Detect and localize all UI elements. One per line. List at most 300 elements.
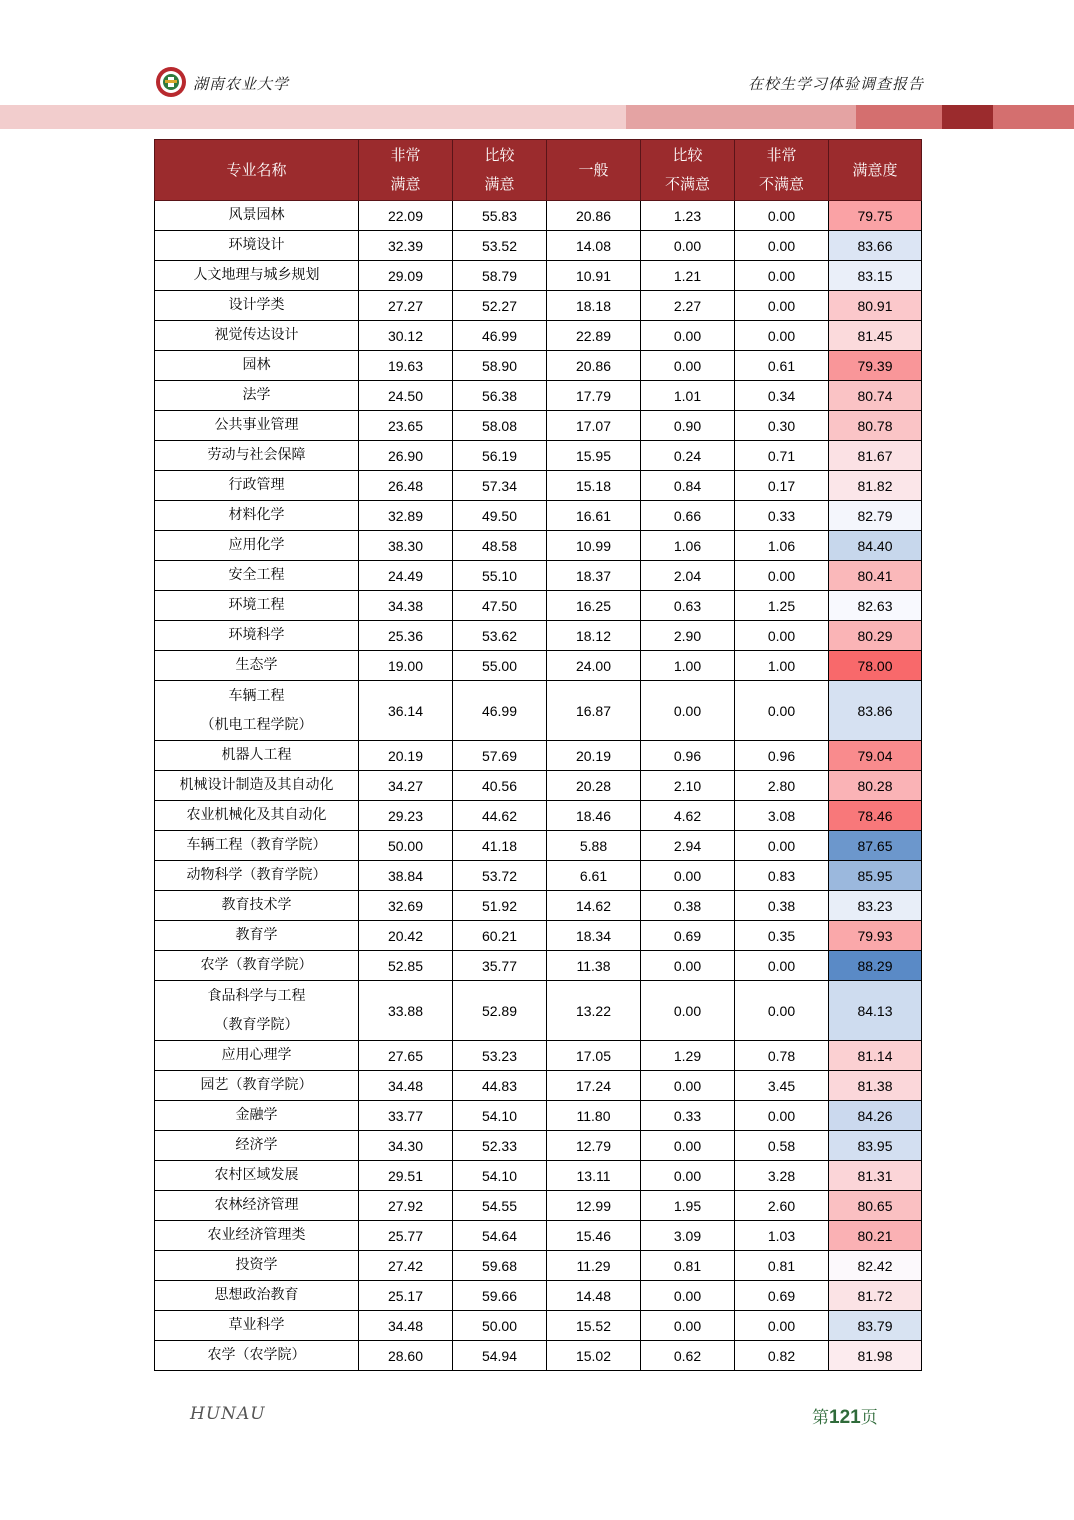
major-name: 思想政治教育: [214, 1287, 299, 1303]
value-cell: 3.28: [735, 1161, 829, 1191]
major-name: 食品科学与工程: [207, 987, 306, 1004]
value-cell: 1.06: [735, 531, 829, 561]
major-name-cell: [155, 1041, 359, 1071]
header-band: [0, 105, 626, 129]
value-cell: 0.00: [641, 1281, 735, 1311]
value-cell: 41.18: [453, 831, 547, 861]
table-row: [155, 951, 922, 981]
major-name: 金融学: [235, 1107, 278, 1123]
value-cell: 6.61: [547, 861, 641, 891]
major-name-cell: [155, 261, 359, 291]
value-cell: 46.99: [453, 681, 547, 741]
value-cell: 10.91: [547, 261, 641, 291]
value-cell: 53.23: [453, 1041, 547, 1071]
table-row: [155, 981, 922, 1041]
table-row: [155, 291, 922, 321]
major-name-cell: [155, 411, 359, 441]
major-name-cell: [155, 291, 359, 321]
value-cell: 46.99: [453, 321, 547, 351]
page-number-value: 121: [829, 1407, 861, 1428]
value-cell: 53.72: [453, 861, 547, 891]
value-cell: 0.00: [735, 321, 829, 351]
value-cell: 50.00: [453, 1311, 547, 1341]
value-cell: 55.83: [453, 201, 547, 231]
value-cell: 19.00: [359, 651, 453, 681]
satisfaction-score-cell: 79.93: [829, 921, 922, 951]
column-header-label: 一般: [578, 160, 609, 179]
value-cell: 1.03: [735, 1221, 829, 1251]
value-cell: 34.38: [359, 591, 453, 621]
major-name: 设计学类: [228, 297, 285, 313]
satisfaction-score-cell: 81.98: [829, 1341, 922, 1371]
major-name: 投资学: [235, 1257, 278, 1273]
value-cell: 0.96: [641, 741, 735, 771]
value-cell: 17.05: [547, 1041, 641, 1071]
major-name: 园林: [242, 357, 271, 373]
column-header: [453, 140, 547, 201]
major-name-cell: [155, 1191, 359, 1221]
satisfaction-score-cell: 80.78: [829, 411, 922, 441]
page-header: [0, 0, 1074, 132]
university-name: 湖南农业大学: [193, 75, 290, 93]
value-cell: 0.00: [735, 1101, 829, 1131]
table-row: [155, 741, 922, 771]
major-name-cell: [155, 1251, 359, 1281]
major-name: 材料化学: [228, 507, 285, 523]
major-name: 农学（教育学院）: [200, 957, 313, 973]
column-header-label: 满意: [390, 175, 421, 193]
table-row: [155, 1101, 922, 1131]
value-cell: 15.18: [547, 471, 641, 501]
satisfaction-score-cell: 83.79: [829, 1311, 922, 1341]
major-name-cell: [155, 951, 359, 981]
value-cell: 0.00: [641, 981, 735, 1041]
value-cell: 14.62: [547, 891, 641, 921]
table-row: [155, 321, 922, 351]
value-cell: 15.52: [547, 1311, 641, 1341]
column-header: [547, 140, 641, 201]
column-header: [641, 140, 735, 201]
satisfaction-score-cell: 81.67: [829, 441, 922, 471]
major-name-cell: [155, 471, 359, 501]
value-cell: 0.00: [641, 951, 735, 981]
satisfaction-score-cell: 81.72: [829, 1281, 922, 1311]
table-row: [155, 261, 922, 291]
value-cell: 0.00: [641, 1071, 735, 1101]
value-cell: 15.02: [547, 1341, 641, 1371]
value-cell: 0.00: [735, 231, 829, 261]
value-cell: 0.71: [735, 441, 829, 471]
satisfaction-score-cell: 80.21: [829, 1221, 922, 1251]
column-header-label: 比较: [672, 146, 703, 164]
value-cell: 22.89: [547, 321, 641, 351]
value-cell: 58.90: [453, 351, 547, 381]
major-name: 草业科学: [228, 1317, 285, 1333]
major-name: 生态学: [235, 657, 278, 673]
value-cell: 20.86: [547, 351, 641, 381]
value-cell: 48.58: [453, 531, 547, 561]
table-row: [155, 891, 922, 921]
table-row: [155, 1251, 922, 1281]
value-cell: 0.33: [641, 1101, 735, 1131]
value-cell: 20.19: [547, 741, 641, 771]
major-name: （机电工程学院）: [200, 716, 313, 733]
value-cell: 54.64: [453, 1221, 547, 1251]
value-cell: 2.90: [641, 621, 735, 651]
table-row: [155, 531, 922, 561]
table-row: [155, 441, 922, 471]
value-cell: 47.50: [453, 591, 547, 621]
value-cell: 59.68: [453, 1251, 547, 1281]
value-cell: 15.46: [547, 1221, 641, 1251]
value-cell: 1.23: [641, 201, 735, 231]
value-cell: 1.00: [641, 651, 735, 681]
major-name-cell: [155, 381, 359, 411]
major-name-cell: [155, 1131, 359, 1161]
value-cell: 29.09: [359, 261, 453, 291]
major-name: 行政管理: [228, 477, 285, 493]
value-cell: 24.49: [359, 561, 453, 591]
value-cell: 3.09: [641, 1221, 735, 1251]
satisfaction-score-cell: 78.00: [829, 651, 922, 681]
value-cell: 10.99: [547, 531, 641, 561]
major-name: 视觉传达设计: [214, 327, 299, 343]
value-cell: 0.69: [735, 1281, 829, 1311]
value-cell: 12.79: [547, 1131, 641, 1161]
value-cell: 20.42: [359, 921, 453, 951]
major-name: 环境设计: [228, 237, 285, 253]
value-cell: 0.00: [735, 621, 829, 651]
table-row: [155, 351, 922, 381]
value-cell: 18.37: [547, 561, 641, 591]
column-header: [735, 140, 829, 201]
value-cell: 32.69: [359, 891, 453, 921]
major-name: 机器人工程: [221, 747, 292, 763]
column-header-label: 不满意: [664, 175, 710, 193]
value-cell: 54.10: [453, 1101, 547, 1131]
column-header: [359, 140, 453, 201]
major-name: 公共事业管理: [214, 417, 299, 433]
major-name-cell: [155, 621, 359, 651]
satisfaction-score-cell: 88.29: [829, 951, 922, 981]
major-name-cell: [155, 921, 359, 951]
table-row: [155, 1071, 922, 1101]
report-title: 在校生学习体验调查报告: [747, 75, 924, 93]
value-cell: 29.51: [359, 1161, 453, 1191]
satisfaction-score-cell: 81.31: [829, 1161, 922, 1191]
value-cell: 27.92: [359, 1191, 453, 1221]
value-cell: 0.00: [641, 231, 735, 261]
value-cell: 0.00: [735, 1311, 829, 1341]
value-cell: 18.12: [547, 621, 641, 651]
value-cell: 59.66: [453, 1281, 547, 1311]
value-cell: 1.00: [735, 651, 829, 681]
value-cell: 3.08: [735, 801, 829, 831]
value-cell: 12.99: [547, 1191, 641, 1221]
value-cell: 40.56: [453, 771, 547, 801]
value-cell: 26.48: [359, 471, 453, 501]
major-name: 人文地理与城乡规划: [193, 267, 320, 283]
major-name-cell: [155, 981, 359, 1041]
satisfaction-score-cell: 82.63: [829, 591, 922, 621]
value-cell: 0.33: [735, 501, 829, 531]
table-row: [155, 921, 922, 951]
major-name: 教育技术学: [221, 897, 292, 913]
value-cell: 0.90: [641, 411, 735, 441]
value-cell: 33.88: [359, 981, 453, 1041]
major-name-cell: [155, 231, 359, 261]
value-cell: 52.33: [453, 1131, 547, 1161]
value-cell: 2.94: [641, 831, 735, 861]
column-header-label: 专业名称: [226, 160, 287, 179]
value-cell: 28.60: [359, 1341, 453, 1371]
value-cell: 32.39: [359, 231, 453, 261]
value-cell: 0.62: [641, 1341, 735, 1371]
satisfaction-table: [154, 139, 922, 1371]
value-cell: 0.38: [735, 891, 829, 921]
value-cell: 18.34: [547, 921, 641, 951]
value-cell: 17.79: [547, 381, 641, 411]
column-header: [829, 140, 922, 201]
satisfaction-score-cell: 81.45: [829, 321, 922, 351]
major-name: 应用化学: [228, 537, 285, 553]
header-band: [626, 105, 856, 129]
value-cell: 35.77: [453, 951, 547, 981]
value-cell: 2.04: [641, 561, 735, 591]
major-name: 园艺（教育学院）: [200, 1077, 313, 1093]
table-row: [155, 681, 922, 741]
satisfaction-score-cell: 85.95: [829, 861, 922, 891]
major-name-cell: [155, 861, 359, 891]
value-cell: 27.65: [359, 1041, 453, 1071]
header-band: [993, 105, 1074, 129]
satisfaction-score-cell: 79.39: [829, 351, 922, 381]
value-cell: 0.17: [735, 471, 829, 501]
major-name-cell: [155, 1221, 359, 1251]
major-name-cell: [155, 651, 359, 681]
table-row: [155, 1311, 922, 1341]
value-cell: 0.00: [735, 261, 829, 291]
value-cell: 56.19: [453, 441, 547, 471]
value-cell: 57.69: [453, 741, 547, 771]
value-cell: 54.10: [453, 1161, 547, 1191]
major-name-cell: [155, 201, 359, 231]
value-cell: 0.84: [641, 471, 735, 501]
value-cell: 11.29: [547, 1251, 641, 1281]
satisfaction-score-cell: 87.65: [829, 831, 922, 861]
table-row: [155, 1281, 922, 1311]
satisfaction-score-cell: 81.14: [829, 1041, 922, 1071]
value-cell: 1.01: [641, 381, 735, 411]
major-name-cell: [155, 1341, 359, 1371]
value-cell: 17.07: [547, 411, 641, 441]
satisfaction-score-cell: 81.38: [829, 1071, 922, 1101]
table-row: [155, 411, 922, 441]
value-cell: 34.48: [359, 1311, 453, 1341]
value-cell: 0.66: [641, 501, 735, 531]
satisfaction-score-cell: 84.13: [829, 981, 922, 1041]
table-row: [155, 861, 922, 891]
major-name: 劳动与社会保障: [207, 447, 306, 463]
value-cell: 18.46: [547, 801, 641, 831]
value-cell: 0.24: [641, 441, 735, 471]
value-cell: 24.00: [547, 651, 641, 681]
value-cell: 44.83: [453, 1071, 547, 1101]
value-cell: 26.90: [359, 441, 453, 471]
major-name: 教育学: [235, 927, 278, 943]
major-name-cell: [155, 561, 359, 591]
satisfaction-score-cell: 83.15: [829, 261, 922, 291]
value-cell: 0.00: [641, 681, 735, 741]
value-cell: 38.30: [359, 531, 453, 561]
page-suffix: 页: [860, 1408, 878, 1428]
table-row: [155, 501, 922, 531]
value-cell: 27.27: [359, 291, 453, 321]
major-name: 应用心理学: [221, 1047, 292, 1063]
value-cell: 53.52: [453, 231, 547, 261]
value-cell: 54.55: [453, 1191, 547, 1221]
value-cell: 16.61: [547, 501, 641, 531]
value-cell: 0.30: [735, 411, 829, 441]
value-cell: 50.00: [359, 831, 453, 861]
value-cell: 2.80: [735, 771, 829, 801]
column-header-label: 满意: [484, 175, 515, 193]
major-name: 农林经济管理: [214, 1197, 299, 1213]
value-cell: 25.17: [359, 1281, 453, 1311]
value-cell: 44.62: [453, 801, 547, 831]
value-cell: 58.79: [453, 261, 547, 291]
major-name: 动物科学（教育学院）: [186, 867, 327, 883]
value-cell: 0.78: [735, 1041, 829, 1071]
value-cell: 20.86: [547, 201, 641, 231]
value-cell: 34.27: [359, 771, 453, 801]
table-row: [155, 231, 922, 261]
major-name: 农学（农学院）: [207, 1347, 306, 1363]
value-cell: 0.96: [735, 741, 829, 771]
satisfaction-score-cell: 83.95: [829, 1131, 922, 1161]
satisfaction-score-cell: 80.28: [829, 771, 922, 801]
value-cell: 1.06: [641, 531, 735, 561]
value-cell: 0.00: [641, 1161, 735, 1191]
value-cell: 3.45: [735, 1071, 829, 1101]
value-cell: 23.65: [359, 411, 453, 441]
satisfaction-score-cell: 83.86: [829, 681, 922, 741]
value-cell: 15.95: [547, 441, 641, 471]
value-cell: 0.00: [735, 951, 829, 981]
value-cell: 5.88: [547, 831, 641, 861]
header-band: [942, 105, 993, 129]
major-name-cell: [155, 591, 359, 621]
value-cell: 27.42: [359, 1251, 453, 1281]
value-cell: 16.87: [547, 681, 641, 741]
value-cell: 25.36: [359, 621, 453, 651]
value-cell: 0.58: [735, 1131, 829, 1161]
major-name-cell: [155, 351, 359, 381]
value-cell: 32.89: [359, 501, 453, 531]
table-row: [155, 621, 922, 651]
major-name-cell: [155, 1161, 359, 1191]
table-row: [155, 831, 922, 861]
major-name: 环境工程: [228, 597, 285, 613]
major-name: 车辆工程: [228, 687, 285, 704]
value-cell: 1.95: [641, 1191, 735, 1221]
major-name: 经济学: [235, 1137, 278, 1153]
value-cell: 0.00: [641, 351, 735, 381]
value-cell: 0.00: [641, 321, 735, 351]
satisfaction-score-cell: 82.79: [829, 501, 922, 531]
value-cell: 56.38: [453, 381, 547, 411]
value-cell: 25.77: [359, 1221, 453, 1251]
value-cell: 0.00: [735, 561, 829, 591]
value-cell: 0.83: [735, 861, 829, 891]
value-cell: 0.69: [641, 921, 735, 951]
page-number: [812, 1403, 878, 1429]
value-cell: 11.38: [547, 951, 641, 981]
value-cell: 52.27: [453, 291, 547, 321]
column-header-label: 非常: [766, 146, 797, 164]
satisfaction-score-cell: 84.26: [829, 1101, 922, 1131]
major-name-cell: [155, 771, 359, 801]
value-cell: 0.82: [735, 1341, 829, 1371]
value-cell: 0.34: [735, 381, 829, 411]
major-name: 机械设计制造及其自动化: [179, 777, 334, 793]
value-cell: 1.25: [735, 591, 829, 621]
value-cell: 0.00: [735, 831, 829, 861]
value-cell: 58.08: [453, 411, 547, 441]
satisfaction-score-cell: 82.42: [829, 1251, 922, 1281]
major-name: 安全工程: [228, 567, 285, 583]
major-name: 农业机械化及其自动化: [186, 807, 327, 823]
satisfaction-score-cell: 79.04: [829, 741, 922, 771]
value-cell: 57.34: [453, 471, 547, 501]
table-row: [155, 1161, 922, 1191]
major-name: 车辆工程（教育学院）: [186, 837, 327, 853]
value-cell: 29.23: [359, 801, 453, 831]
value-cell: 33.77: [359, 1101, 453, 1131]
table-row: [155, 1341, 922, 1371]
value-cell: 0.35: [735, 921, 829, 951]
page-prefix: 第: [812, 1408, 829, 1428]
value-cell: 52.89: [453, 981, 547, 1041]
column-header-label: 非常: [390, 146, 421, 164]
major-name-cell: [155, 1311, 359, 1341]
table-row: [155, 201, 922, 231]
major-name: 农业经济管理类: [207, 1227, 306, 1243]
satisfaction-score-cell: 80.41: [829, 561, 922, 591]
value-cell: 22.09: [359, 201, 453, 231]
major-name: 风景园林: [228, 207, 285, 223]
value-cell: 0.63: [641, 591, 735, 621]
value-cell: 51.92: [453, 891, 547, 921]
value-cell: 34.48: [359, 1071, 453, 1101]
value-cell: 0.38: [641, 891, 735, 921]
value-cell: 0.00: [735, 291, 829, 321]
value-cell: 30.12: [359, 321, 453, 351]
value-cell: 49.50: [453, 501, 547, 531]
column-header-label: 比较: [484, 146, 515, 164]
value-cell: 1.29: [641, 1041, 735, 1071]
value-cell: 14.08: [547, 231, 641, 261]
value-cell: 20.19: [359, 741, 453, 771]
value-cell: 11.80: [547, 1101, 641, 1131]
table-row: [155, 591, 922, 621]
table-row: [155, 381, 922, 411]
table-header-row: [155, 140, 922, 201]
satisfaction-score-cell: 80.65: [829, 1191, 922, 1221]
major-name-cell: [155, 1281, 359, 1311]
table-body: [155, 201, 922, 1371]
satisfaction-score-cell: 84.40: [829, 531, 922, 561]
